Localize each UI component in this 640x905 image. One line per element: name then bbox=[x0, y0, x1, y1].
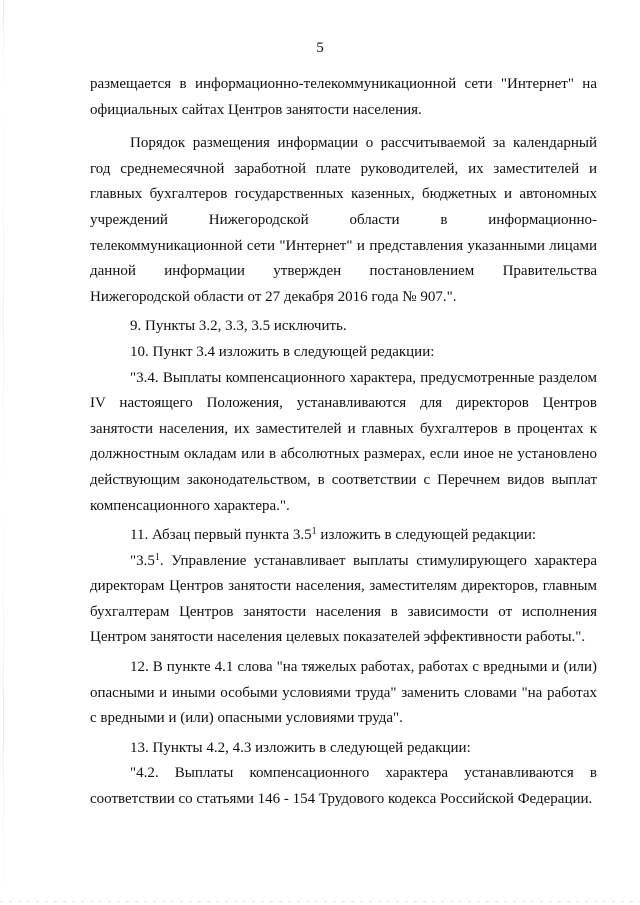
scan-edge-left bbox=[3, 0, 4, 905]
paragraph-text: изложить в следующей редакции: bbox=[316, 527, 537, 544]
paragraph-publication-order: Порядок размещения информации о рассчитываемой за календарный год среднемесячной заработной плате руководителей, их заместителей и главных бухгалтеров государственных казенных, бюджетных и автономных учреждений Нижегородской области в информационно-телекоммуникационной сети "Интернет" и представления указанными лицами данной информации утвержден постановлением Правительства Нижегородской области от 27 декабря 2016 года № 907.". bbox=[90, 135, 597, 305]
paragraph-item-13: 13. Пункты 4.2, 4.3 изложить в следующей редакции: bbox=[130, 739, 471, 756]
superscript: 1 bbox=[311, 526, 317, 538]
paragraph-line: официальных сайтах Центров занятости населения. bbox=[90, 101, 422, 118]
document-body bbox=[90, 72, 597, 813]
paragraph-text: . Управление устанавливает выплаты стимулирующего характера директорам Центров занятости населения, заместителям директоров, главным бухгалтерам Центров занятости населения в зависимости от исполнения Центром занятости населения целевых показателей эффективности работы.". bbox=[90, 552, 597, 646]
scan-edge-bottom bbox=[0, 901, 640, 902]
paragraph-clause-4-2: "4.2. Выплаты компенсационного характера устанавливаются в соответствии со статьями 146 - 154 Трудового кодекса Российской Федерации. bbox=[90, 765, 597, 808]
paragraph-item-9: 9. Пункты 3.2, 3.3, 3.5 исключить. bbox=[130, 318, 347, 335]
paragraph-item-10: 10. Пункт 3.4 изложить в следующей редакции: bbox=[130, 343, 435, 360]
paragraph-line: размещается в информационно-телекоммуникационной сети "Интернет" на bbox=[90, 76, 597, 92]
paragraph-item-11 bbox=[90, 523, 597, 549]
paragraph-clause-3-4: "3.4. Выплаты компенсационного характера, предусмотренные разделом IV настоящего Положения, устанавливаются для директоров Центров занятости населения, их заместителей и главных бухгалтеров в процентах к должностным окладам или в абсолютных размерах, если иное не установлено действующим законодательством, в соответствии с Перечнем видов выплат компенсационного характера.". bbox=[90, 369, 597, 514]
page-number: 5 bbox=[316, 40, 324, 56]
paragraph-item-12: 12. В пункте 4.1 слова "на тяжелых работах, работах с вредными и (или) опасными и иными особыми условиями труда" заменить словами "на работах с вредными и (или) опасными условиями труда". bbox=[90, 659, 597, 727]
paragraph-continuation bbox=[90, 72, 597, 123]
paragraph-text: "3.5 bbox=[130, 552, 155, 569]
paragraph-clause-3-5-1 bbox=[90, 549, 597, 651]
superscript: 1 bbox=[154, 551, 160, 563]
paragraph-text: 11. Абзац первый пункта 3.5 bbox=[130, 527, 312, 544]
